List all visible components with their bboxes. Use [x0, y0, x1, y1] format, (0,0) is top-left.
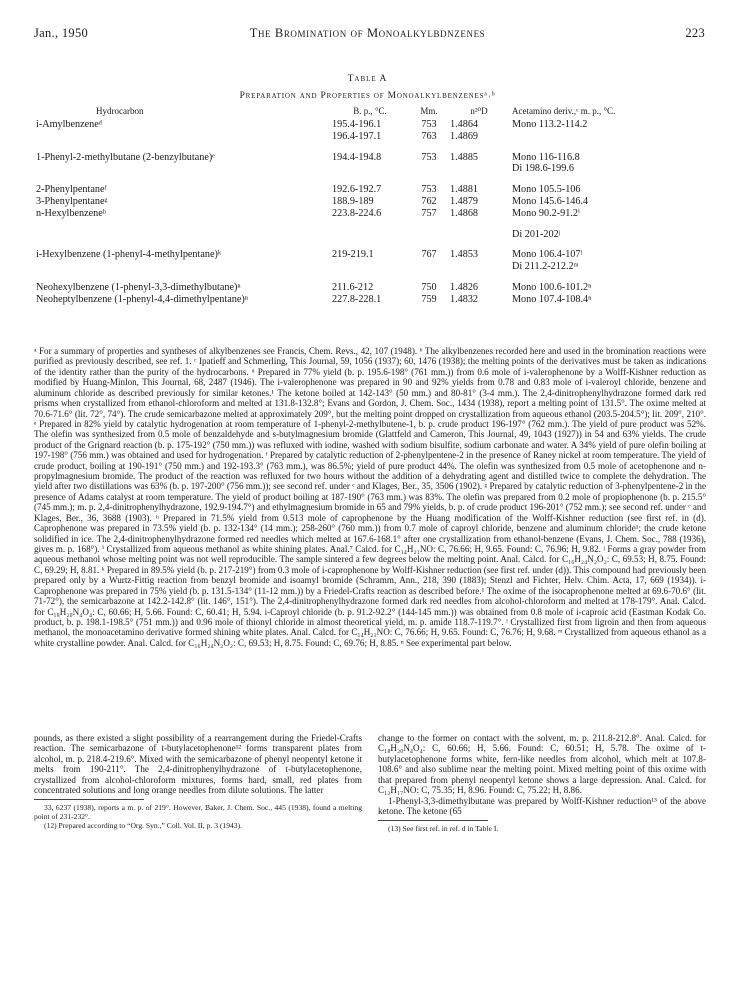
spacer-cell: [36, 240, 708, 249]
col-header-hydrocarbon: Hydrocarbon: [96, 106, 144, 116]
cell-acetamino: Mono 90.2-91.2ⁱ: [512, 207, 580, 219]
cell-bp: 211.6-212: [332, 281, 374, 293]
cell-mm: 759: [421, 293, 437, 305]
col-header-acetamino: Acetamino deriv.,ᶜ m. p., °C.: [512, 106, 616, 116]
table-row: [36, 119, 708, 131]
table-title: Preparation and Properties of Monoalkylbenzenesᵃ˒ᵇ: [239, 91, 496, 101]
table-row: [36, 131, 708, 143]
cell-mm: 753: [421, 184, 437, 196]
header-date: Jan., 1950: [34, 26, 89, 40]
cell-mm: 753: [421, 151, 437, 163]
table-row: [36, 294, 708, 306]
cell-hydrocarbon: Neoheptylbenzene (1-phenyl-4,4-dimethylpentane)ⁿ: [36, 293, 248, 305]
cell-nd: 1.4885: [450, 151, 479, 163]
left-footnote-1: 33, 6237 (1938), reports a m. p. of 219°. However, Baker, J. Chem. Soc., 445 (1938), found a melting point of 231-232°.: [34, 802, 362, 821]
cell-acetamino: Mono 105.5-106: [512, 184, 581, 196]
cell-acetamino: Mono 106.4-107ˡ: [512, 249, 583, 261]
cell-acetamino: [508, 131, 708, 143]
cell-hydrocarbon: 3-Phenylpentaneᵍ: [36, 195, 108, 207]
cell-hydrocarbon: [36, 229, 332, 241]
cell-mm: 762: [421, 195, 437, 207]
table-label: Table A: [347, 74, 388, 84]
col-header-mm: Mm.: [420, 106, 438, 116]
cell-nd: 1.4868: [450, 207, 479, 219]
table-row: [36, 152, 708, 164]
cell-nd: 1.4869: [450, 130, 479, 142]
cell-nd: [450, 163, 508, 175]
cell-bp: 195.4-196.1: [332, 119, 382, 130]
col-header-nd: n²⁰D: [470, 106, 488, 116]
spacer-cell: [36, 220, 708, 229]
cell-hydrocarbon: 2-Phenylpentaneᶠ: [36, 184, 107, 196]
page-number: 223: [685, 26, 705, 40]
cell-bp: 196.4-197.1: [332, 130, 382, 142]
cell-hydrocarbon: [36, 261, 332, 273]
table-row: [36, 184, 708, 196]
right-column: [378, 733, 706, 833]
cell-bp: 192.6-192.7: [332, 184, 382, 196]
right-footnote: (13) See first ref. in ref. d in Table I.: [388, 824, 499, 834]
cell-nd: [450, 229, 508, 241]
cell-hydrocarbon: 1-Phenyl-2-methylbutane (2-benzylbutane)ᵉ: [36, 151, 215, 163]
cell-acetamino: Di 201-202ʲ: [512, 228, 561, 240]
table-row: [36, 229, 708, 241]
left-footnote-2: (12) Prepared according to “Org. Syn.,” Coll. Vol. II, p. 3 (1943).: [44, 820, 243, 830]
cell-acetamino: Di 198.6-199.6: [512, 163, 574, 175]
spacer-cell: [36, 143, 708, 152]
cell-bp: [332, 229, 408, 241]
table-row: [36, 261, 708, 273]
cell-bp: 194.4-194.8: [332, 151, 382, 163]
row-spacer: [36, 273, 708, 282]
cell-hydrocarbon: Neohexylbenzene (1-phenyl-3,3-dimethylbutane)ⁿ: [36, 281, 241, 293]
cell-nd: 1.4832: [450, 293, 479, 305]
cell-mm: 753: [421, 119, 437, 130]
properties-table: [36, 106, 708, 306]
cell-mm: 763: [421, 130, 437, 142]
left-column: [34, 733, 362, 830]
footnote-divider-right: [378, 820, 488, 821]
cell-bp: 188.9-189: [332, 195, 374, 207]
cell-mm: 767: [421, 249, 437, 261]
cell-acetamino: Mono 107.4-108.4ⁿ: [512, 293, 592, 305]
cell-bp: [332, 163, 408, 175]
cell-hydrocarbon: n-Hexylbenzeneʰ: [36, 207, 107, 219]
cell-nd: 1.4853: [450, 249, 479, 261]
table-footnotes: [34, 346, 706, 648]
table-header-row: [36, 106, 708, 119]
cell-nd: 1.4881: [450, 184, 479, 196]
cell-hydrocarbon: [36, 131, 332, 143]
cell-acetamino: Mono 145.6-146.4: [512, 195, 589, 207]
row-spacer: [36, 143, 708, 152]
cell-mm: [408, 261, 450, 273]
table-row: [36, 282, 708, 294]
running-header: [26, 26, 709, 44]
table-row: [36, 249, 708, 261]
cell-hydrocarbon: [36, 163, 332, 175]
cell-mm: [408, 229, 450, 241]
cell-hydrocarbon: i-Hexylbenzene (1-phenyl-4-methylpentane)ᵏ: [36, 249, 222, 261]
row-spacer: [36, 175, 708, 184]
cell-bp: 227.8-228.1: [332, 293, 382, 305]
spacer-cell: [36, 273, 708, 282]
cell-mm: 750: [421, 281, 437, 293]
left-column-text: pounds, as there existed a slight possibility of a rearrangement during the Friedel-Crafts reaction. The semicarbazone of t-butylacetophenone¹² forms transparent plates from alcohol, m. p. 218.4-219.6°. Mixed with the semicarbazone of phenyl neopentyl ketone it melts from 190-211°. The 2,4-dinitrophenylhydrazone of t-butylacetophenone, crystallized from alcohol-chloroform mixtures, forms hard, small, red plates from concentrated solutions and long orange needles from dilute solutions. The latter: [34, 733, 362, 796]
row-spacer: [36, 240, 708, 249]
table-row: [36, 163, 708, 175]
cell-mm: 757: [421, 207, 437, 219]
cell-bp: [332, 261, 408, 273]
cell-hydrocarbon: i-Amylbenzeneᵈ: [36, 119, 102, 130]
col-header-bp: B. p., °C.: [353, 106, 387, 116]
header-title: The Bromination of Monoalkylbdnzenes: [249, 26, 486, 40]
row-spacer: [36, 220, 708, 229]
cell-nd: 1.4826: [450, 281, 479, 293]
right-column-paragraph-2: 1-Phenyl-3,3-dimethylbutane was prepared by Wolff-Kishner reduction¹³ of the above ketone. The ketone (65: [378, 795, 706, 816]
cell-nd: [450, 261, 508, 273]
spacer-cell: [36, 175, 708, 184]
cell-mm: [408, 163, 450, 175]
cell-acetamino: Di 211.2-212.2ᵐ: [512, 261, 579, 273]
cell-bp: 219-219.1: [332, 249, 374, 261]
table-row: [36, 208, 708, 220]
cell-acetamino: Mono 113.2-114.2: [512, 119, 588, 130]
cell-acetamino: Mono 100.6-101.2ⁿ: [512, 281, 592, 293]
footnotes-text: ᵃ For a summary of properties and syntheses of alkylbenzenes see Francis, Chem. Revs., 42, 107 (1948). ᵇ The alkylbenzenes recorded here and used in the bromination reactions were purified as previously described, see ref. 1. ᶜ Ipatieff and Schmerling, This Journal, 59, 1056 (1937); 60, 1476 (1938); the melting points of the derivatives must be taken as indications of the identity rather than the purity of the hydrocarbons. ᵈ Prepared in 77% yield (b. p. 195.6-198° (761 mm.)) from 0.6 mole of i-valerophenone by a Wolff-Kishner reduction as modified by Huang-Minlon, This Journal, 68, 2487 (1946). The i-valerophenone was prepared in 90 and 92% yields from 0.78 and 0.83 mole of i-valeroyl chloride, benzene and aluminum chloride as described previously for similar ketones.¹ The ketone boiled at 142-143° (50 mm.) and 80-81° (3-4 mm.). The 2,4-dinitrophenylhydrazone formed dark red prisms when crystallized from ethanol-chloroform and melted at 131.8-132.8°; Evans and Gordon, J. Chem. Soc., 1434 (1938), report a melting point of 131.5°. The oxime melted at 70.6-71.6° (lit. 72°, 74°). The crude semicarbazone melted at approximately 209°, but the melting point dropped on crystallization from aqueous ethanol (203.5-204.5°); lit. 209°, 210°. ᵉ Prepared in 82% yield by catalytic hydrogenation at room temperature of 1-phenyl-2-methylbutene-1, b. p. crude product 196-197° (762 mm.). The yield of pure product was 52%. The olefin was synthesized from 0.5 mole of benzaldehyde and s-butylmagnesium bromide (Glattfeld and Cameron, This Journal, 49, 1043 (1927)) in 54 and 63% yields. The crude product of the Grignard reaction (b. p. 175-192° (750 mm.)) was refluxed with iodine, washed with sodium bisulfite, sodium carbonate and water. A 34% yield of pure olefin boiling at 197-198° (756 mm.) was obtained and used for hydrogenation. ᶠ Prepared by catalytic reduction of 2-phenylpentene-2 in the presence of Raney nickel at room temperature. The yield of crude product, boiling at 190-191° (750 mm.) and 192-193.3° (763 mm.), was 86.5%; yield of pure product 44%. The olefin was synthesized from 0.5 mole of acetophenone and n-propylmagnesium bromide. The product of the reaction was refluxed for two hours without the addition of a dehydrating agent and distilled twice to complete the dehydration. The yield after two distillations was 63% (b. p. 197-200° (756 mm.)); see second ref. under ᶜ and Klages, Ber., 35, 3506 (1902). ᵍ Prepared by catalytic reduction of 3-phenylpentene-2 in the presence of Adams catalyst at room temperature. The yield of product boiling at 187-190° (763 mm.) was 83%. The olefin was prepared from 0.2 mole of propiophenone (b. p. 215.5° (745 mm.); m. p. 2,4-dinitrophenylhydrazone, 192.9-194.7°) and ethylmagnesium bromide in 65 and 79% yields, b. p. of crude product 196-201° (752 mm.); see second ref. under ᶜ and Klages, Ber., 36, 3688 (1903). ʰ Prepared in 71.5% yield from 0.513 mole of caprophenone by the Huang modification of the Wolff-Kishner reduction (see first ref. in (d). Caprophenone was prepared in 73.5% yield (b. p. 132-134° (14 mm.); 258-260° (760 mm.)) from 0.7 mole of caproyl chloride, benzene and aluminum chloride¹; the crude ketone solidified in ice. The 2,4-dinitrophenylhydrazone formed red needles which melted at 167.6-168.1° after one crystallization from ethanol-benzene (Evans, J. Chem. Soc., 788 (1936), gives m. p. 168°). ⁱ Crystallized from aqueous methanol as white shining plates. Anal.⁷ Calcd. for C₁₄H₂₁NO: C, 76.66; H, 9.65. Found: C, 76.96; H, 9.82. ʲ Forms a gray powder from aqueous methanol whose melting point was not well reproducible. The sample sintered a few degrees below the melting point. Anal. Calcd. for C₁₆H₂₄N₂O₂: C, 69.53; H, 8.75. Found: C, 69.29; H, 8.81. ᵏ Prepared in 89.5% yield (b. p. 217-219°) from 0.3 mole of i-caprophenone by Wolff-Kishner reduction (see first ref. under (d)). This compound had previously been prepared only by a Wurtz-Fittig reaction from benzyl bromide and isoamyl bromide (Schramm, Ann., 218, 390 (1883); Stenzl and Fichter, Helv. Chim. Acta, 17, 669 (1934)). i-Caprophenone was prepared in 75% yield (b. p. 131.5-134° (11-12 mm.)) by a Friedel-Crafts reaction as described before.¹ The oxime of the isocaprophenone melted at 69.6-70.6° (lit. 71-72°), the semicarbazone at 142.2-142.8° (lit. 146°, 151°). The 2,4-dinitrophenylhydrazone formed dark red needles from alcohol-chloroform and melted at 178-179°. Anal. Calcd. for C₁₈H₂₀N₄O₄: C, 60.66; H, 5.66. Found: C, 60.41; H, 5.94. i-Caproyl chloride (b. p. 91.2-92.2° (144-145 mm.)) was obtained from 0.8 mole of i-caproic acid (Eastman Kodak Co. product, b. p. 198.1-198.5° (751 mm.)) and 0.96 mole of thionyl chloride in almost theoretical yield, m. p. amide 118.7-119.7°. ˡ Crystallized first from ligroin and then from aqueous methanol, the monoacetamino derivative formed shining white plates. Anal. Calcd. for C₁₄H₂₁NO: C, 76.66; H, 9.65. Found: C, 76.76; H, 9.68. ᵐ Crystallized from aqueous ethanol as a white crystalline powder. Anal. Calcd. for C₁₆H₂₄N₂O₂: C, 69.53; H, 8.75. Found: C, 69.76; H, 8.85. ⁿ See experimental part below.: [34, 346, 706, 648]
table-row: [36, 196, 708, 208]
cell-nd: 1.4864: [450, 119, 479, 130]
cell-nd: 1.4879: [450, 195, 479, 207]
right-column-text: change to the former on contact with the solvent, m. p. 211.8-212.8°. Anal. Calcd. for C₁₈H₂₀N₄O₄: C, 60.66; H, 5.66. Found: C, 60.51; H, 5.78. The oxime of t-butylacetophenone forms white, fern-like needles from alcohol, which melt at 107.8-108.6° and also sublime near the melting point. Mixed melting point of this oxime with that prepared from phenyl neopentyl ketone shows a large depression. Anal. Calcd. for C₁₂H₁₇NO: C, 75.35; H, 8.96. Found: C, 75.22; H, 8.86.: [378, 733, 706, 796]
cell-bp: 223.8-224.6: [332, 207, 382, 219]
cell-acetamino: Mono 116-116.8: [512, 151, 580, 163]
footnote-divider: [34, 799, 144, 800]
